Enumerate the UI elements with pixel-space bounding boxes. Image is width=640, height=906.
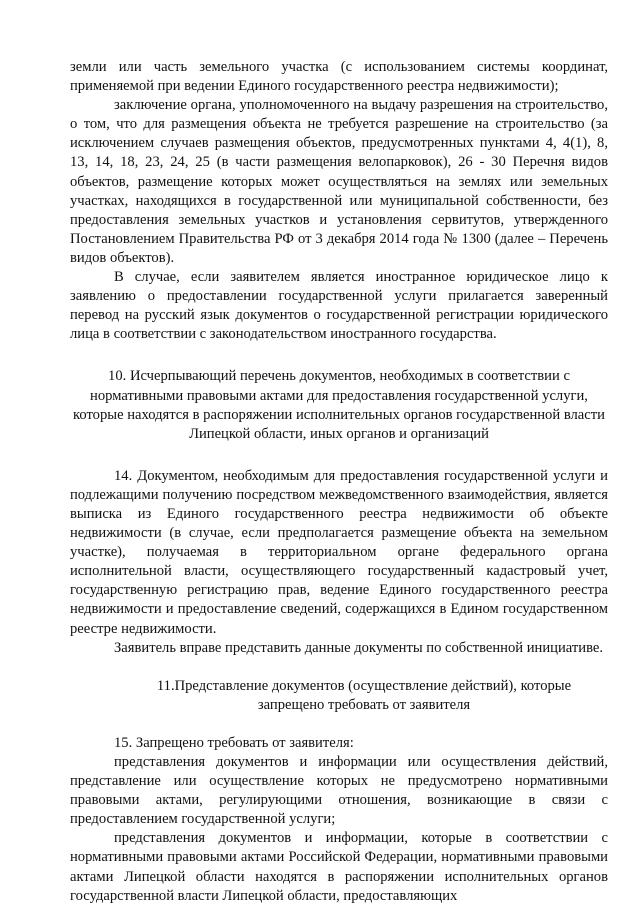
paragraph-land-coordinates: земли или часть земельного участка (с использованием системы координат, применяемой при ведении Единого государственного реестра недвижимости); xyxy=(70,59,608,95)
paragraph-14-required-documents: 14. Документом, необходимым для предоставления государственной услуги и подлежащими получению посредством межведомственного взаимодействия, является выписка из Единого государственного реестра недвижимости об объекте недвижимости (в случае, если предполагается размещение объекта на земельном участке), получаемая в территориальном органе федерального органа исполнительной власти, осуществляющего государственный кадастровый учет, государственную регистрацию прав, ведение Единого государственного реестра недвижимости и предоставление сведений, содержащихся в Едином государственном реестре недвижимости. xyxy=(70,467,608,637)
paragraph-foreign-legal-entity: В случае, если заявителем является иностранное юридическое лицо к заявлению о предоставлении государственной услуги прилагается заверенный перевод на русский язык документов о государственной регистрации юридического лица в соответствии с законодательством иностранного государства. xyxy=(70,269,608,343)
document-page xyxy=(70,58,608,906)
paragraph-construction-permit-conclusion: заключение органа, уполномоченного на выдачу разрешения на строительство, о том, что для размещения объекта не требуется разрешение на строительство (за исключением случаев размещения объектов, предусмотренных пунктами 4, 4(1), 8, 13, 14, 18, 23, 24, 25 (в части размещения велопарковок), 26 - 30 Перечня видов объектов, размещение которых может осуществляться на землях или земельных участках, находящихся в государственной или муниципальной собственности, без предоставления земельных участков и установления сервитутов, утвержденного Постановлением Правительства РФ от 3 декабря 2014 года № 1300 (далее – Перечень видов объектов). xyxy=(70,97,608,266)
paragraph-15-prohibited: 15. Запрещено требовать от заявителя: xyxy=(114,734,354,751)
section-heading-10: 10. Исчерпывающий перечень документов, необходимых в соответствии с нормативными правовыми актами для предоставления государственной услуги, которые находятся в распоряжении исполнительных органов государственной власти Липецкой области, иных органов и организаций xyxy=(73,368,605,442)
paragraph-prohibited-item-2: представления документов и информации, которые в соответствии с нормативными правовыми актами Российской Федерации, нормативными правовыми актами Липецкой области находятся в распоряжении исполнительных органов государственной власти Липецкой области, предоставляющих xyxy=(70,830,608,904)
paragraph-prohibited-item-1: представления документов и информации или осуществления действий, представление или осуществление которых не предусмотрено нормативными правовыми актами, регулирующими отношения, возникающие в связи с предоставлением государственной услуги; xyxy=(70,754,608,828)
paragraph-applicant-initiative: Заявитель вправе представить данные документы по собственной инициативе. xyxy=(114,639,604,656)
section-heading-11: 11.Представление документов (осуществление действий), которые запрещено требовать от заявителя xyxy=(156,677,572,713)
